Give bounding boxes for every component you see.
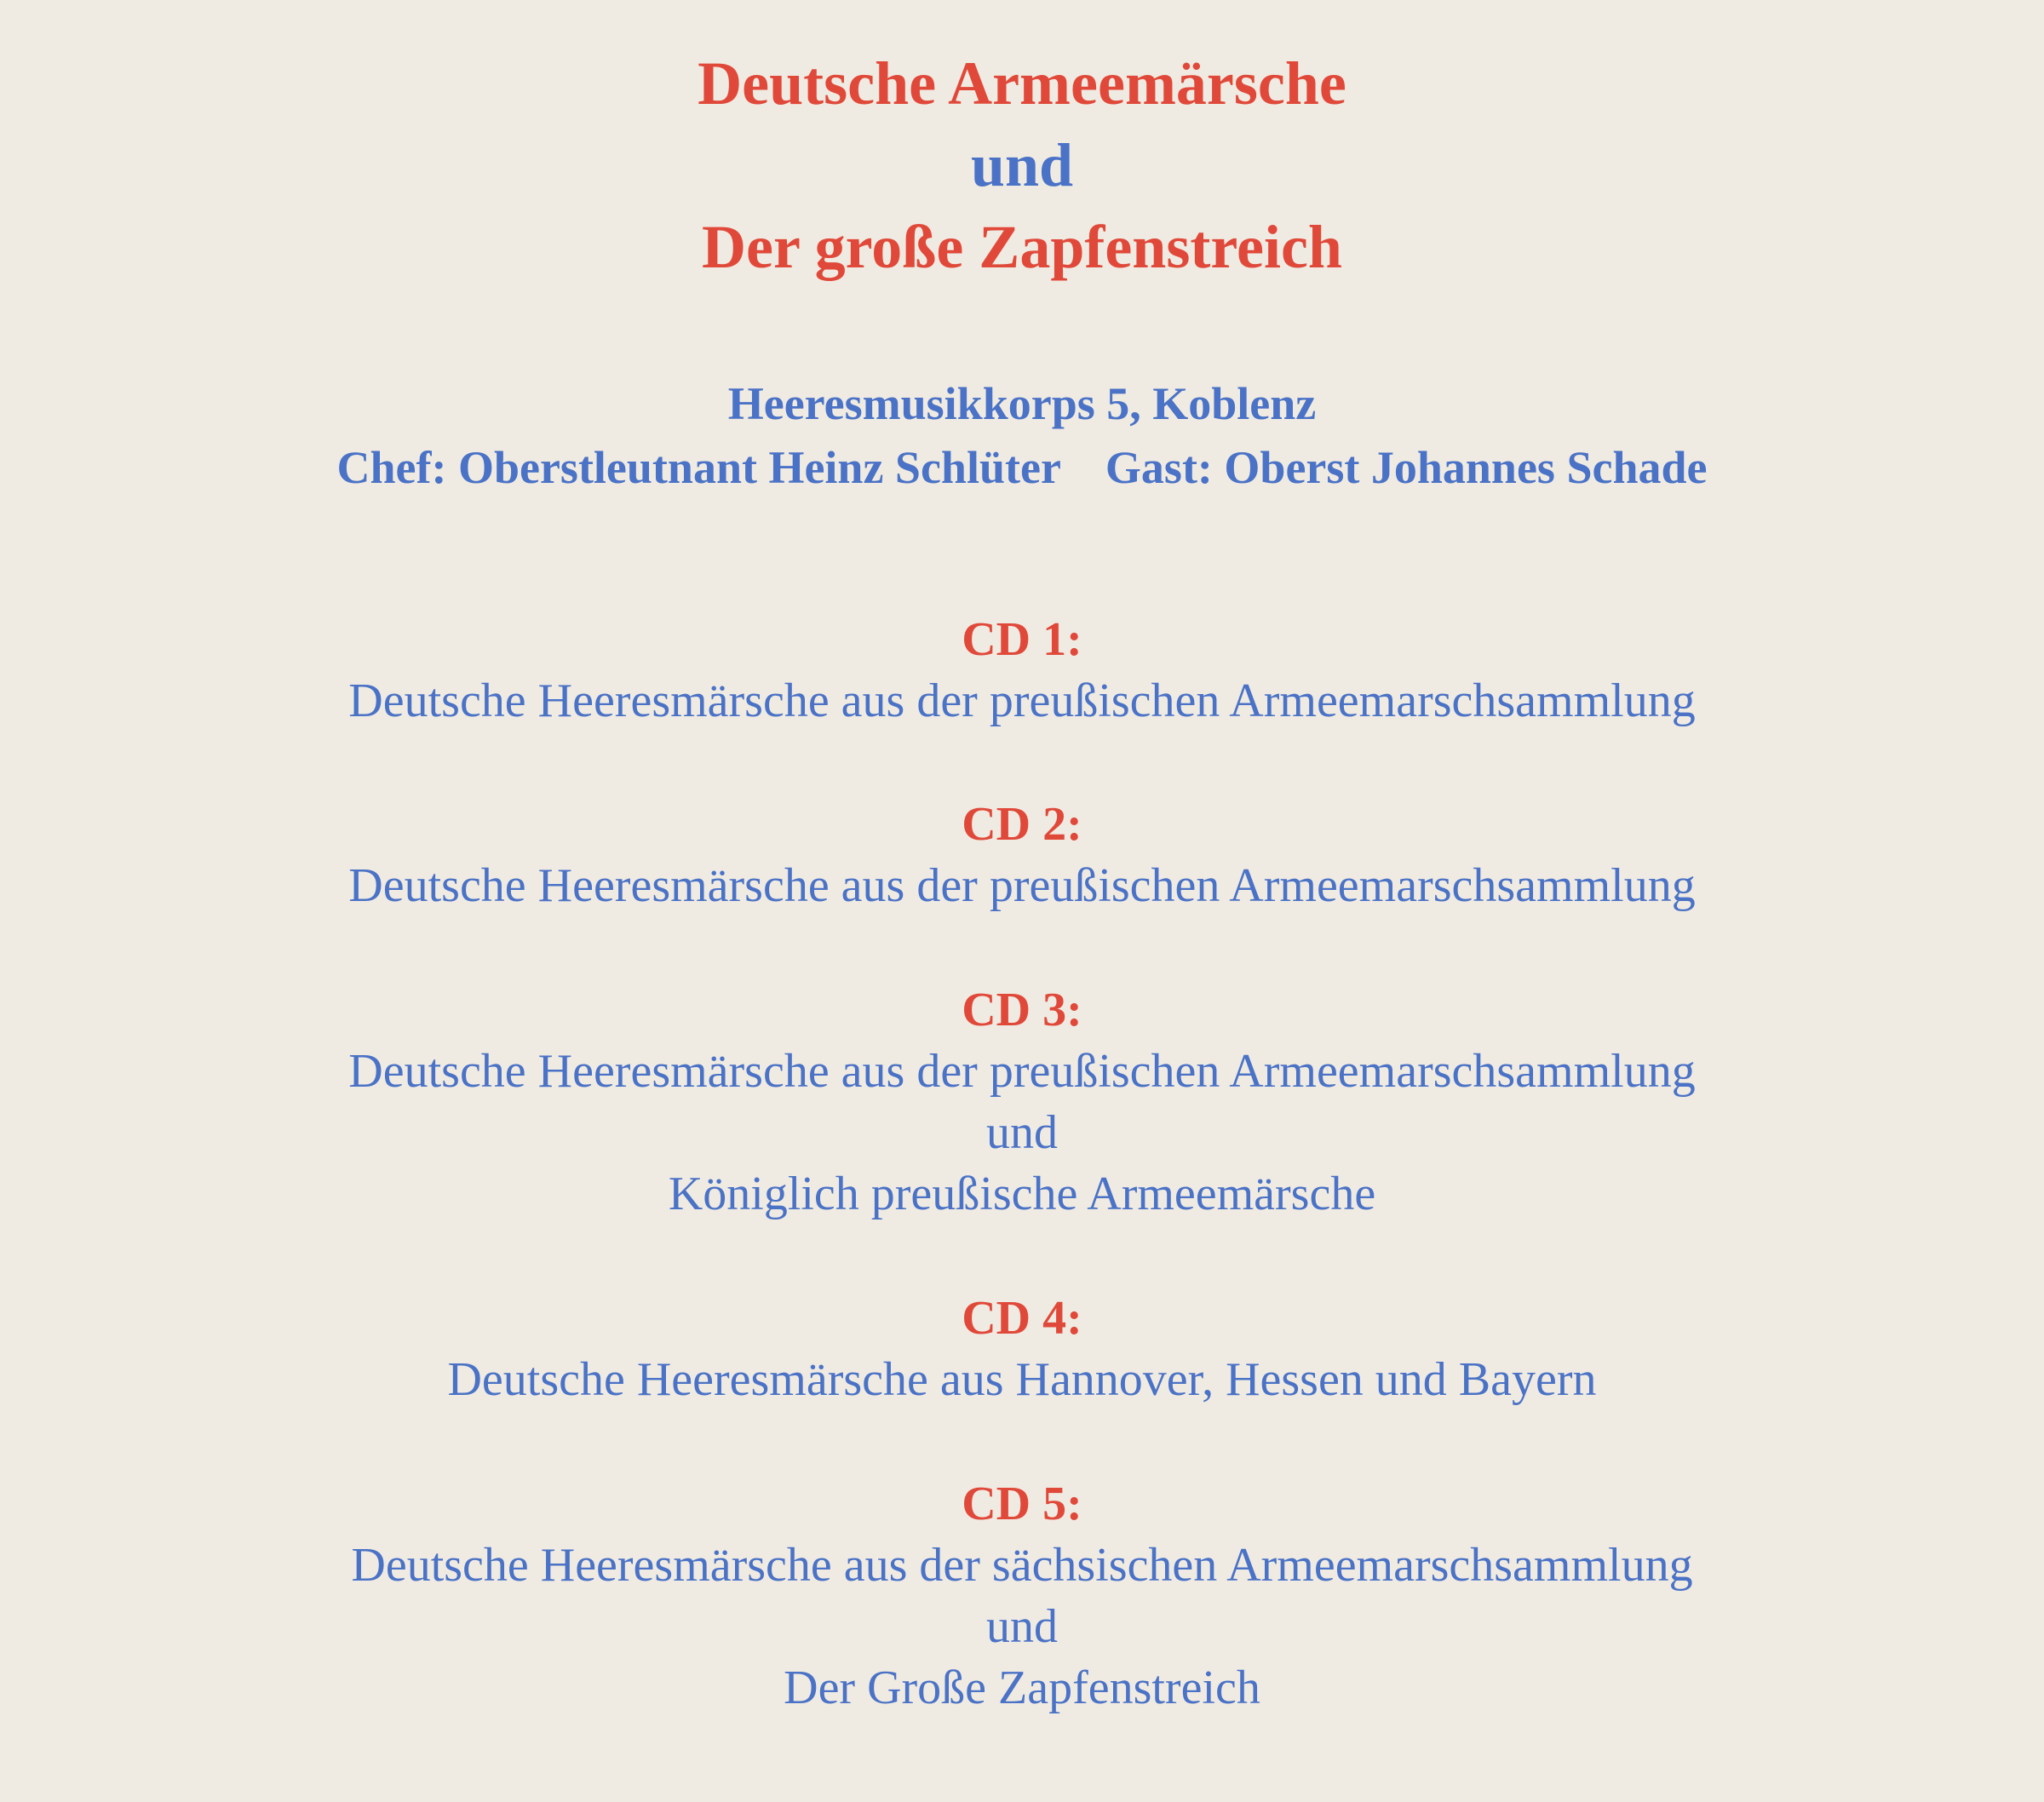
cd-3-description: Deutsche Heeresmärsche aus der preußischen Armeemarschsammlung bbox=[348, 1045, 1696, 1098]
conductor-line bbox=[0, 442, 2044, 493]
cd-5-description-2: Der Große Zapfenstreich bbox=[784, 1661, 1260, 1714]
title-line-3: Der große Zapfenstreich bbox=[702, 213, 1342, 281]
cd-1-heading: CD 1: bbox=[962, 613, 1082, 666]
guest-conductor: Gast: Oberst Johannes Schade bbox=[1105, 442, 1708, 493]
cd-4-description: Deutsche Heeresmärsche aus Hannover, Hessen und Bayern bbox=[447, 1353, 1597, 1406]
title-line-1: Deutsche Armeemärsche bbox=[698, 49, 1346, 118]
cd-5-description: Deutsche Heeresmärsche aus der sächsischen Armeemarschsammlung bbox=[351, 1539, 1693, 1592]
cd-1-description: Deutsche Heeresmärsche aus der preußischen Armeemarschsammlung bbox=[348, 674, 1696, 727]
cd-3-heading: CD 3: bbox=[962, 984, 1082, 1036]
cd-3-connector: und bbox=[986, 1106, 1058, 1159]
cd-4-heading: CD 4: bbox=[962, 1292, 1082, 1345]
ensemble-name: Heeresmusikkorps 5, Koblenz bbox=[727, 378, 1317, 429]
cd-2-description: Deutsche Heeresmärsche aus der preußischen Armeemarschsammlung bbox=[348, 859, 1696, 912]
cd-5-heading: CD 5: bbox=[962, 1478, 1082, 1530]
cd-5-connector: und bbox=[986, 1600, 1058, 1653]
cd-3-description-2: Königlich preußische Armeemärsche bbox=[668, 1168, 1376, 1220]
title-line-2: und bbox=[970, 131, 1074, 199]
chief-conductor: Chef: Oberstleutnant Heinz Schlüter bbox=[336, 442, 1061, 493]
cd-2-heading: CD 2: bbox=[962, 798, 1082, 851]
